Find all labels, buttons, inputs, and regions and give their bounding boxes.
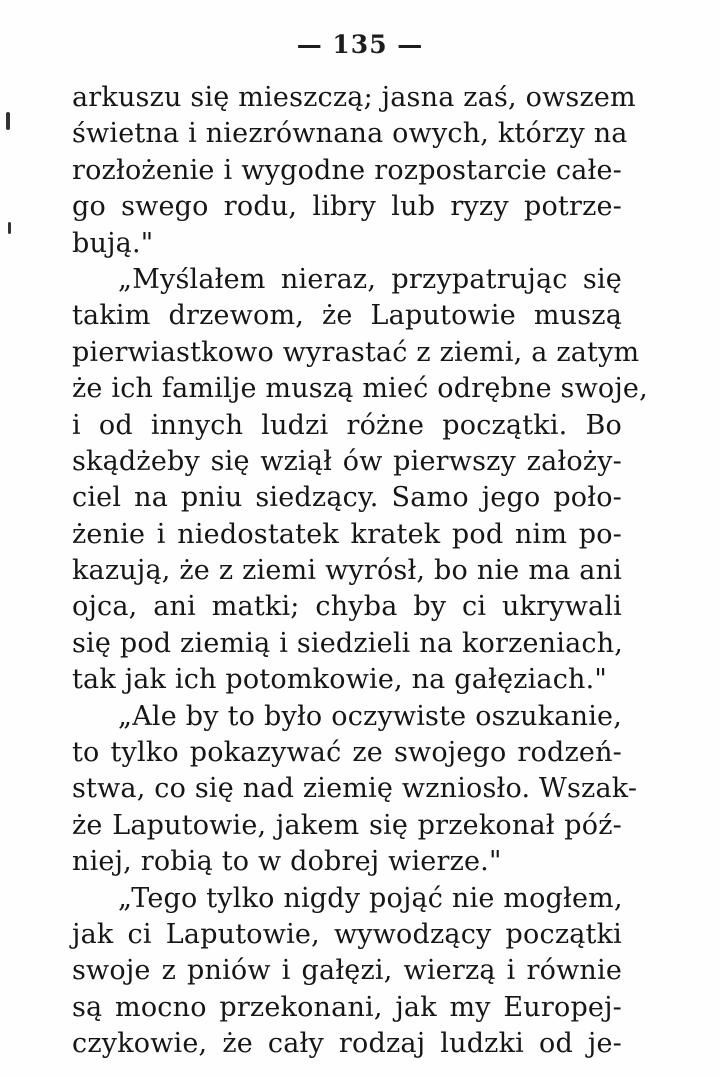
text-line: się pod ziemią i siedzieli na korzeniach,	[72, 627, 624, 659]
text-line: że Laputowie, jakem się przekonał póź-	[72, 809, 622, 841]
text-line: arkuszu się mieszczą; jasna zaś, owszem	[72, 82, 636, 113]
text-line: świetna i niezrównana owych, którzy na	[72, 118, 628, 150]
text-line: ciel na pniu siedzący. Samo jego poło-	[72, 482, 622, 514]
text-line: „Tego tylko nigdy pojąć nie mogłem,	[118, 882, 623, 914]
body-text	[72, 80, 648, 1063]
text-line: żenie i niedostatek kratek pod nim po-	[72, 518, 622, 550]
text-line: ojca, ani matki; chyba by ci ukrywali	[72, 591, 622, 623]
text-line: niej, robią to w dobrej wierze."	[72, 846, 502, 878]
text-line: to tylko pokazywać ze swojego rodzeń-	[72, 737, 622, 769]
text-line: „Ale by to było oczywiste oszukanie,	[118, 700, 622, 732]
text-line: pierwiastkowo wyrastać z ziemi, a zatym	[72, 336, 640, 368]
margin-mark	[6, 112, 10, 130]
text-line: bują."	[72, 227, 154, 259]
text-line: tak jak ich potomkowie, na gałęziach."	[72, 664, 608, 696]
page-number: — 135 —	[296, 30, 424, 59]
text-line: stwa, co się nad ziemię wzniosło. Wszak-	[72, 773, 638, 805]
text-line: swoje z pniów i gałęzi, wierzą i równie	[72, 955, 622, 987]
text-line: go swego rodu, libry lub ryzy potrze-	[72, 191, 622, 223]
text-line: skądżeby się wziął ów pierwszy założy-	[72, 445, 622, 477]
text-line: i od innych ludzi różne początki. Bo	[72, 409, 622, 441]
margin-mark	[8, 222, 11, 234]
text-line: takim drzewom, że Laputowie muszą	[72, 300, 622, 332]
text-line: że ich familje muszą mieć odrębne swoje,	[72, 373, 648, 405]
text-line: „Myślałem nieraz, przypatrując się	[118, 263, 622, 295]
text-line: kazują, że z ziemi wyrósł, bo nie ma ani	[72, 555, 622, 587]
text-line: są mocno przekonani, jak my Europej-	[72, 991, 622, 1023]
text-line: rozłożenie i wygodne rozpostarcie całe-	[72, 154, 622, 186]
text-line: jak ci Laputowie, wywodzący początki	[72, 918, 622, 950]
text-line: czykowie, że cały rodzaj ludzki od je-	[72, 1028, 622, 1060]
